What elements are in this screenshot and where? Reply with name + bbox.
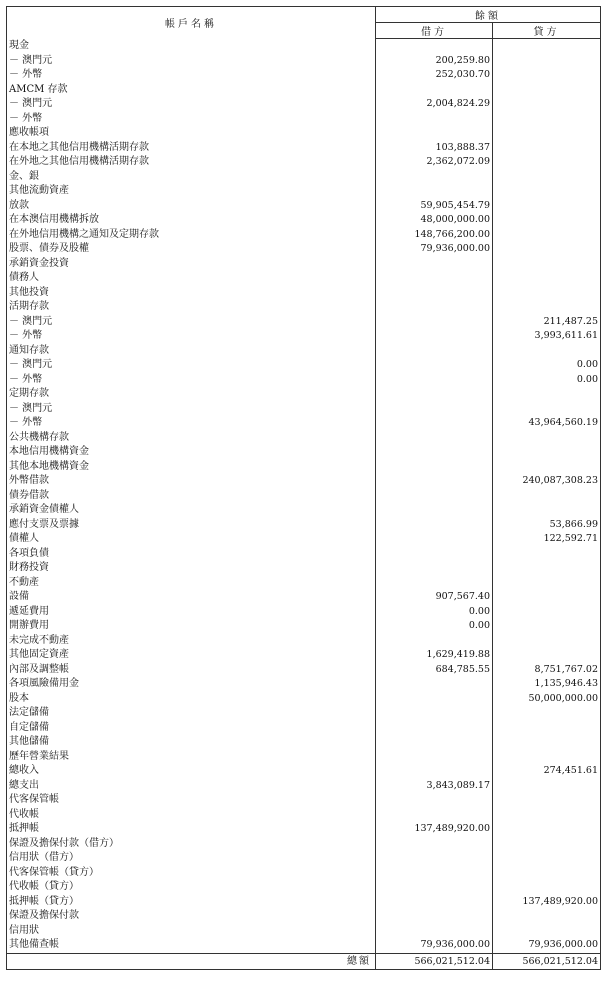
debit-cell: [376, 735, 493, 750]
debit-cell: [376, 460, 493, 475]
debit-cell: [376, 112, 493, 127]
trial-balance-table: [6, 6, 601, 970]
account-name-cell: 設備: [7, 590, 376, 605]
debit-cell: [376, 184, 493, 199]
account-name-cell: 各項負債: [7, 547, 376, 562]
credit-cell: [493, 155, 601, 170]
credit-cell: [493, 619, 601, 634]
table-row: [7, 605, 601, 620]
credit-cell: [493, 721, 601, 736]
table-row: [7, 68, 601, 83]
table-row: [7, 648, 601, 663]
debit-cell: 0.00: [376, 619, 493, 634]
debit-cell: 2,004,824.29: [376, 97, 493, 112]
account-name-cell: 法定儲備: [7, 706, 376, 721]
table-row: [7, 300, 601, 315]
account-name-cell: 現金: [7, 39, 376, 54]
table-row: [7, 634, 601, 649]
account-name-cell: 開辦費用: [7, 619, 376, 634]
account-name-cell: 財務投資: [7, 561, 376, 576]
account-name-cell: 其他流動資產: [7, 184, 376, 199]
debit-cell: [376, 692, 493, 707]
table-row: [7, 750, 601, 765]
account-name-cell: － 外幣: [7, 112, 376, 127]
account-name-cell: 自定儲備: [7, 721, 376, 736]
credit-cell: [493, 503, 601, 518]
account-name-cell: 不動產: [7, 576, 376, 591]
credit-cell: [493, 112, 601, 127]
credit-cell: [493, 242, 601, 257]
debit-cell: [376, 576, 493, 591]
credit-cell: [493, 750, 601, 765]
account-name-cell: 股票、債券及股權: [7, 242, 376, 257]
table-row: [7, 880, 601, 895]
debit-cell: [376, 677, 493, 692]
credit-cell: [493, 735, 601, 750]
total-credit: 566,021,512.04: [493, 953, 601, 969]
account-name-cell: 其他備查帳: [7, 938, 376, 953]
table-row: [7, 431, 601, 446]
table-row: [7, 518, 601, 533]
credit-cell: 211,487.25: [493, 315, 601, 330]
table-row: [7, 83, 601, 98]
debit-cell: [376, 866, 493, 881]
debit-cell: 200,259.80: [376, 54, 493, 69]
credit-cell: [493, 837, 601, 852]
total-debit: 566,021,512.04: [376, 953, 493, 969]
credit-cell: 0.00: [493, 373, 601, 388]
credit-cell: [493, 822, 601, 837]
account-name-cell: 其他固定資產: [7, 648, 376, 663]
account-name-cell: 歷年營業結果: [7, 750, 376, 765]
table-row: [7, 692, 601, 707]
debit-cell: [376, 83, 493, 98]
debit-cell: [376, 706, 493, 721]
account-name-cell: 未完成不動產: [7, 634, 376, 649]
table-row: [7, 895, 601, 910]
account-name-cell: 抵押帳: [7, 822, 376, 837]
debit-cell: 684,785.55: [376, 663, 493, 678]
account-name-cell: 通知存款: [7, 344, 376, 359]
credit-cell: [493, 880, 601, 895]
table-row: [7, 851, 601, 866]
account-name-cell: 其他投資: [7, 286, 376, 301]
credit-cell: [493, 793, 601, 808]
debit-cell: [376, 271, 493, 286]
debit-cell: 48,000,000.00: [376, 213, 493, 228]
credit-cell: [493, 634, 601, 649]
credit-cell: 274,451.61: [493, 764, 601, 779]
account-name-cell: 代收帳: [7, 808, 376, 823]
table-row: [7, 503, 601, 518]
table-row: [7, 460, 601, 475]
table-row: [7, 271, 601, 286]
debit-cell: [376, 286, 493, 301]
debit-cell: [376, 387, 493, 402]
credit-cell: [493, 851, 601, 866]
debit-cell: [376, 793, 493, 808]
debit-cell: 1,629,419.88: [376, 648, 493, 663]
table-row: [7, 779, 601, 794]
account-name-cell: 債權人: [7, 532, 376, 547]
account-name-cell: － 澳門元: [7, 402, 376, 417]
table-row: [7, 619, 601, 634]
account-name-cell: 外幣借款: [7, 474, 376, 489]
debit-cell: 907,567.40: [376, 590, 493, 605]
debit-cell: [376, 431, 493, 446]
credit-cell: [493, 648, 601, 663]
table-row: [7, 706, 601, 721]
credit-cell: [493, 54, 601, 69]
table-row: [7, 445, 601, 460]
debit-cell: [376, 721, 493, 736]
credit-cell: [493, 228, 601, 243]
account-name-cell: 應收帳項: [7, 126, 376, 141]
table-row: [7, 228, 601, 243]
table-row: [7, 677, 601, 692]
credit-header: 貸方: [493, 23, 601, 39]
account-name-cell: 信用狀: [7, 924, 376, 939]
account-name-cell: － 外幣: [7, 68, 376, 83]
debit-cell: [376, 547, 493, 562]
debit-cell: [376, 170, 493, 185]
account-name-cell: 代收帳（貸方）: [7, 880, 376, 895]
credit-cell: [493, 808, 601, 823]
credit-cell: 0.00: [493, 358, 601, 373]
table-row: [7, 576, 601, 591]
account-name-cell: AMCM 存款: [7, 83, 376, 98]
credit-cell: [493, 257, 601, 272]
credit-cell: 240,087,308.23: [493, 474, 601, 489]
account-name-cell: 金、銀: [7, 170, 376, 185]
totals-row: [7, 953, 601, 969]
debit-cell: [376, 851, 493, 866]
debit-cell: [376, 416, 493, 431]
credit-cell: [493, 141, 601, 156]
account-name-cell: － 澳門元: [7, 315, 376, 330]
credit-cell: [493, 561, 601, 576]
table-row: [7, 590, 601, 605]
credit-cell: [493, 97, 601, 112]
account-name-cell: 抵押帳（貸方）: [7, 895, 376, 910]
account-name-cell: － 外幣: [7, 373, 376, 388]
account-name-cell: 在外地信用機構之通知及定期存款: [7, 228, 376, 243]
debit-cell: [376, 39, 493, 54]
debit-cell: [376, 445, 493, 460]
account-name-cell: 信用狀（借方）: [7, 851, 376, 866]
balance-header: 餘額: [376, 7, 601, 23]
debit-cell: 103,888.37: [376, 141, 493, 156]
credit-cell: [493, 286, 601, 301]
debit-cell: [376, 837, 493, 852]
account-name-cell: 其他儲備: [7, 735, 376, 750]
account-name-cell: 其他本地機構資金: [7, 460, 376, 475]
table-row: [7, 808, 601, 823]
table-row: [7, 764, 601, 779]
account-name-cell: 在本地之其他信用機構活期存款: [7, 141, 376, 156]
table-row: [7, 663, 601, 678]
debit-cell: [376, 518, 493, 533]
account-name-header: 帳戶名稱: [7, 7, 376, 39]
credit-cell: [493, 213, 601, 228]
credit-cell: [493, 866, 601, 881]
table-row: [7, 329, 601, 344]
table-row: [7, 199, 601, 214]
debit-cell: [376, 344, 493, 359]
credit-cell: 79,936,000.00: [493, 938, 601, 953]
table-row: [7, 547, 601, 562]
table-row: [7, 489, 601, 504]
debit-cell: [376, 402, 493, 417]
account-name-cell: 總支出: [7, 779, 376, 794]
account-name-cell: 遞延費用: [7, 605, 376, 620]
debit-cell: 79,936,000.00: [376, 242, 493, 257]
account-name-cell: 債券借款: [7, 489, 376, 504]
credit-cell: 1,135,946.43: [493, 677, 601, 692]
table-row: [7, 387, 601, 402]
table-row: [7, 561, 601, 576]
account-name-cell: 應付支票及票據: [7, 518, 376, 533]
credit-cell: 137,489,920.00: [493, 895, 601, 910]
credit-cell: [493, 68, 601, 83]
credit-cell: 122,592.71: [493, 532, 601, 547]
account-name-cell: 活期存款: [7, 300, 376, 315]
account-name-cell: 本地信用機構資金: [7, 445, 376, 460]
table-row: [7, 909, 601, 924]
table-row: [7, 97, 601, 112]
account-name-cell: － 澳門元: [7, 54, 376, 69]
table-row: [7, 402, 601, 417]
table-row: [7, 373, 601, 388]
credit-cell: [493, 489, 601, 504]
debit-cell: [376, 880, 493, 895]
account-name-cell: － 外幣: [7, 329, 376, 344]
credit-cell: [493, 706, 601, 721]
account-name-cell: － 外幣: [7, 416, 376, 431]
credit-cell: [493, 605, 601, 620]
table-row: [7, 155, 601, 170]
debit-cell: [376, 315, 493, 330]
credit-cell: [493, 547, 601, 562]
table-row: [7, 141, 601, 156]
debit-cell: 59,905,454.79: [376, 199, 493, 214]
credit-cell: [493, 387, 601, 402]
table-row: [7, 344, 601, 359]
table-row: [7, 822, 601, 837]
credit-cell: [493, 445, 601, 460]
table-row: [7, 286, 601, 301]
table-row: [7, 924, 601, 939]
account-name-cell: 承銷資金債權人: [7, 503, 376, 518]
table-row: [7, 735, 601, 750]
debit-cell: [376, 808, 493, 823]
credit-cell: [493, 184, 601, 199]
account-name-cell: 保證及擔保付款: [7, 909, 376, 924]
credit-cell: 43,964,560.19: [493, 416, 601, 431]
credit-cell: [493, 460, 601, 475]
debit-cell: [376, 489, 493, 504]
debit-cell: [376, 329, 493, 344]
debit-cell: [376, 257, 493, 272]
debit-cell: 0.00: [376, 605, 493, 620]
debit-cell: 79,936,000.00: [376, 938, 493, 953]
account-name-cell: 定期存款: [7, 387, 376, 402]
account-name-cell: 各項風險備用金: [7, 677, 376, 692]
account-name-cell: 承銷資金投資: [7, 257, 376, 272]
debit-cell: [376, 474, 493, 489]
debit-cell: [376, 561, 493, 576]
table-row: [7, 315, 601, 330]
table-row: [7, 793, 601, 808]
debit-cell: [376, 373, 493, 388]
account-name-cell: 保證及擔保付款（借方）: [7, 837, 376, 852]
credit-cell: [493, 126, 601, 141]
account-name-cell: 代客保管帳（貸方）: [7, 866, 376, 881]
total-label: 總額: [7, 953, 376, 969]
table-row: [7, 257, 601, 272]
credit-cell: [493, 590, 601, 605]
ledger-body: [7, 39, 601, 954]
table-row: [7, 866, 601, 881]
credit-cell: [493, 199, 601, 214]
credit-cell: [493, 779, 601, 794]
account-name-cell: 在本澳信用機構拆放: [7, 213, 376, 228]
table-row: [7, 112, 601, 127]
debit-cell: 3,843,089.17: [376, 779, 493, 794]
debit-cell: 148,766,200.00: [376, 228, 493, 243]
table-footer: [7, 953, 601, 969]
table-row: [7, 532, 601, 547]
account-name-cell: 代客保管帳: [7, 793, 376, 808]
credit-cell: [493, 39, 601, 54]
account-name-cell: 股本: [7, 692, 376, 707]
debit-cell: [376, 300, 493, 315]
debit-cell: [376, 532, 493, 547]
credit-cell: [493, 344, 601, 359]
account-name-cell: 總收入: [7, 764, 376, 779]
debit-header: 借方: [376, 23, 493, 39]
table-row: [7, 39, 601, 54]
credit-cell: [493, 83, 601, 98]
debit-cell: [376, 126, 493, 141]
account-name-cell: 債務人: [7, 271, 376, 286]
account-name-cell: 在外地之其他信用機構活期存款: [7, 155, 376, 170]
credit-cell: [493, 170, 601, 185]
credit-cell: [493, 924, 601, 939]
account-name-cell: 內部及調整帳: [7, 663, 376, 678]
account-name-cell: － 澳門元: [7, 97, 376, 112]
credit-cell: [493, 909, 601, 924]
table-row: [7, 721, 601, 736]
table-row: [7, 837, 601, 852]
credit-cell: [493, 576, 601, 591]
table-row: [7, 474, 601, 489]
table-row: [7, 54, 601, 69]
credit-cell: [493, 402, 601, 417]
credit-cell: 50,000,000.00: [493, 692, 601, 707]
table-row: [7, 358, 601, 373]
credit-cell: 8,751,767.02: [493, 663, 601, 678]
table-row: [7, 170, 601, 185]
debit-cell: [376, 764, 493, 779]
table-row: [7, 416, 601, 431]
debit-cell: [376, 503, 493, 518]
credit-cell: [493, 431, 601, 446]
debit-cell: [376, 750, 493, 765]
table-row: [7, 126, 601, 141]
debit-cell: [376, 358, 493, 373]
credit-cell: [493, 300, 601, 315]
account-name-cell: 公共機構存款: [7, 431, 376, 446]
account-name-cell: 放款: [7, 199, 376, 214]
debit-cell: 137,489,920.00: [376, 822, 493, 837]
credit-cell: 3,993,611.61: [493, 329, 601, 344]
account-name-cell: － 澳門元: [7, 358, 376, 373]
debit-cell: 2,362,072.09: [376, 155, 493, 170]
debit-cell: [376, 909, 493, 924]
credit-cell: [493, 271, 601, 286]
debit-cell: 252,030.70: [376, 68, 493, 83]
table-row: [7, 242, 601, 257]
debit-cell: [376, 895, 493, 910]
table-row: [7, 213, 601, 228]
debit-cell: [376, 924, 493, 939]
table-header: [7, 7, 601, 39]
table-row: [7, 938, 601, 953]
debit-cell: [376, 634, 493, 649]
table-row: [7, 184, 601, 199]
credit-cell: 53,866.99: [493, 518, 601, 533]
